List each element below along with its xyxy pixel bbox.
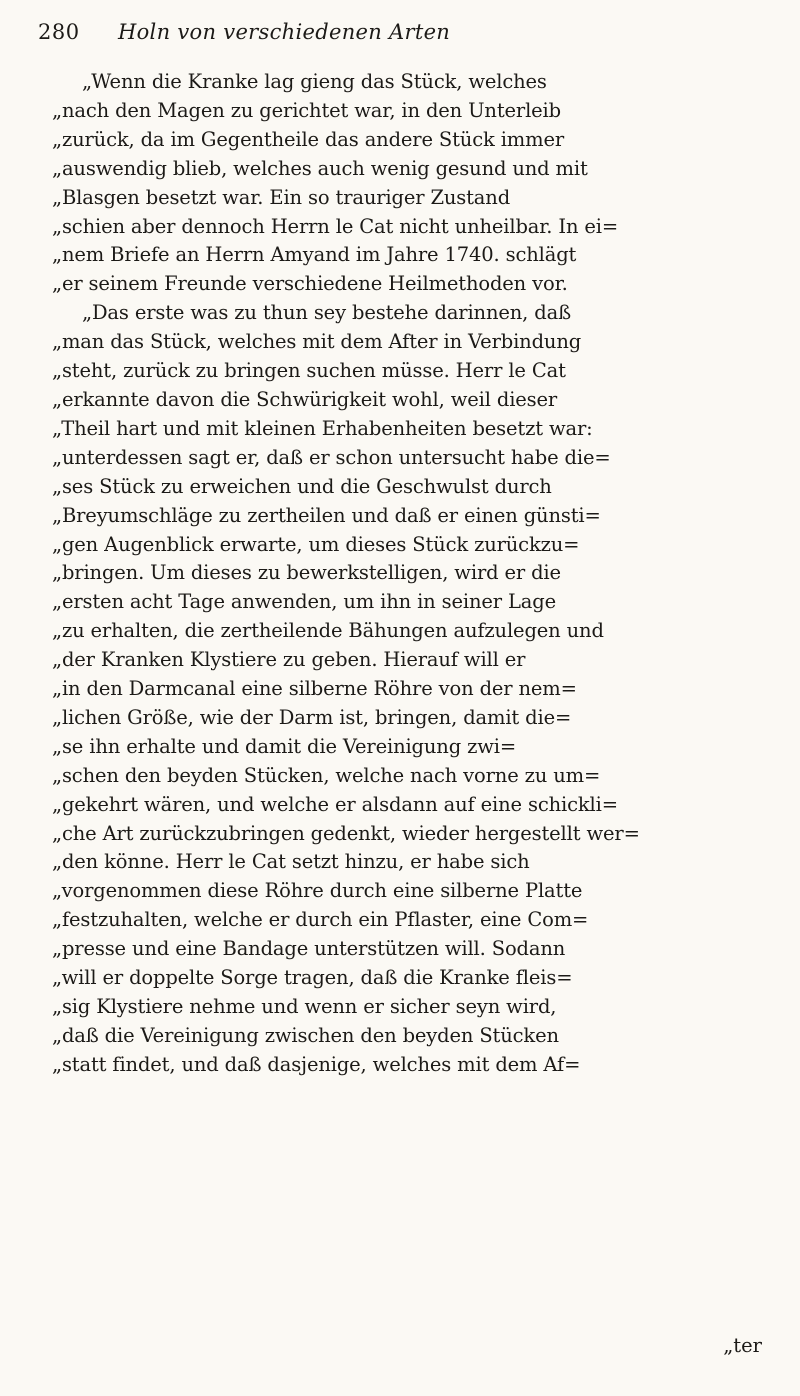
text-line: „Blasgen besetzt war. Ein so trauriger Zustand [52, 185, 511, 209]
text-line: „vorgenommen diese Röhre durch eine silberne Platte [52, 879, 583, 903]
text-line: „che Art zurückzubringen gedenkt, wieder hergestellt wer= [52, 821, 640, 845]
text-line: „der Kranken Klystiere zu geben. Hierauf will er [52, 648, 526, 672]
body-text [52, 68, 772, 1080]
text-line: „nach den Magen zu gerichtet war, in den Unterleib [52, 98, 561, 122]
text-line: „zu erhalten, die zertheilende Bähungen aufzulegen und [52, 619, 604, 643]
text-line: „in den Darmcanal eine silberne Röhre von der nem= [52, 677, 577, 701]
text-line: „Breyumschläge zu zertheilen und daß er einen günsti= [52, 503, 601, 527]
text-line: „auswendig blieb, welches auch wenig gesund und mit [52, 156, 588, 180]
text-line: „steht, zurück zu bringen suchen müsse. Herr le Cat [52, 359, 566, 383]
page-number: 280 [38, 20, 80, 44]
text-line: „unterdessen sagt er, daß er schon untersucht habe die= [52, 445, 611, 469]
text-line: „statt findet, und daß dasjenige, welches mit dem Af= [52, 1052, 581, 1076]
text-line: „lichen Größe, wie der Darm ist, bringen, damit die= [52, 705, 572, 729]
text-line: „presse und eine Bandage unterstützen will. Sodann [52, 937, 566, 961]
page-header [38, 20, 758, 60]
text-line: „daß die Vereinigung zwischen den beyden Stücken [52, 1023, 559, 1047]
text-line: „Wenn die Kranke lag gieng das Stück, welches [82, 70, 547, 93]
text-line: „schien aber dennoch Herrn le Cat nicht unheilbar. In ei= [52, 214, 619, 238]
text-line: „gekehrt wären, und welche er alsdann auf eine schickli= [52, 792, 618, 816]
text-line: „Das erste was zu thun sey bestehe darinnen, daß [82, 301, 571, 325]
running-head: Holn von verschiedenen Arten [118, 20, 451, 44]
text-line: „ses Stück zu erweichen und die Geschwulst durch [52, 474, 552, 498]
text-line: „man das Stück, welches mit dem After in Verbindung [52, 330, 582, 354]
text-line: „schen den beyden Stücken, welche nach vorne zu um= [52, 763, 601, 787]
text-line: „gen Augenblick erwarte, um dieses Stück zurückzu= [52, 532, 580, 556]
text-line: „nem Briefe an Herrn Amyand im Jahre 1740. schlägt [52, 243, 577, 267]
text-line: „ersten acht Tage anwenden, um ihn in seiner Lage [52, 590, 556, 614]
text-line: „zurück, da im Gegentheile das andere Stück immer [52, 127, 565, 151]
text-line: „Theil hart und mit kleinen Erhabenheiten besetzt war: [52, 416, 593, 440]
text-line: „er seinem Freunde verschiedene Heilmethoden vor. [52, 272, 568, 296]
catchword: „ter [723, 1334, 762, 1357]
text-line: „den könne. Herr le Cat setzt hinzu, er habe sich [52, 850, 530, 874]
text-line: „bringen. Um dieses zu bewerkstelligen, wird er die [52, 561, 561, 585]
text-line: „will er doppelte Sorge tragen, daß die Kranke fleis= [52, 966, 573, 990]
text-line: „festzuhalten, welche er durch ein Pflaster, eine Com= [52, 908, 589, 932]
text-line: „erkannte davon die Schwürigkeit wohl, weil dieser [52, 387, 558, 411]
text-line: „sig Klystiere nehme und wenn er sicher seyn wird, [52, 995, 557, 1018]
text-line: „se ihn erhalte und damit die Vereinigung zwi= [52, 734, 517, 758]
